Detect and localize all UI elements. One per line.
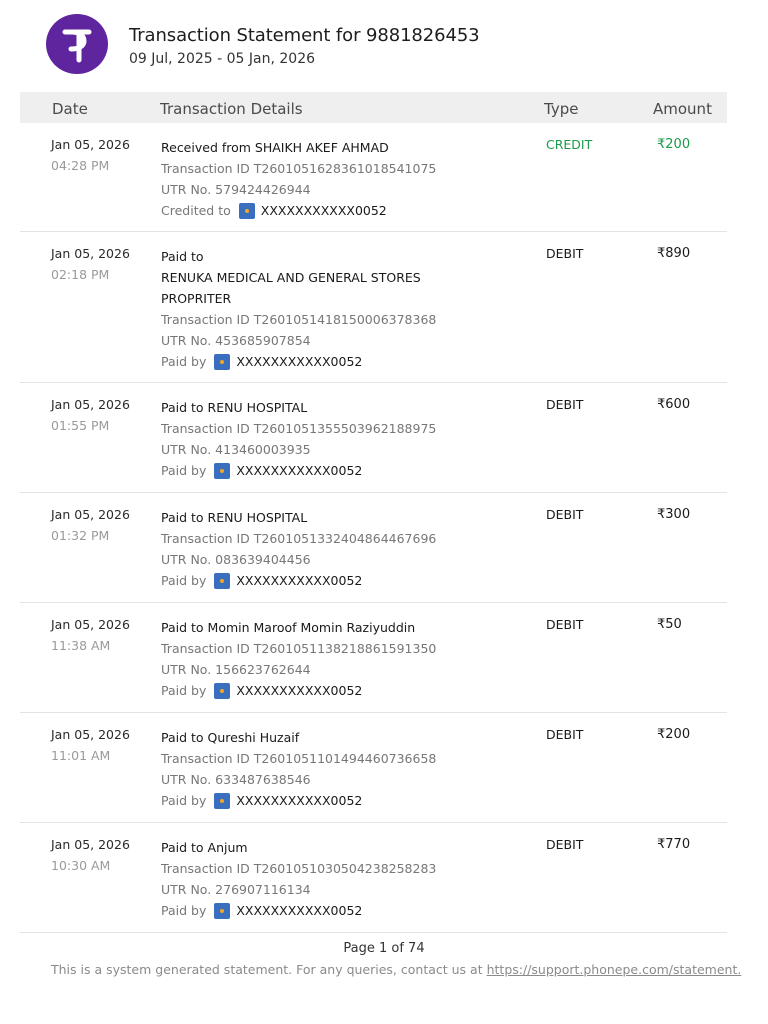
- column-header-details: Transaction Details: [160, 100, 303, 118]
- txn-account-number: XXXXXXXXXXX0052: [236, 573, 363, 588]
- txn-account-label: Paid by: [161, 903, 207, 918]
- txn-utr: UTR No. 633487638546: [161, 772, 311, 787]
- txn-amount: ₹300: [657, 507, 691, 522]
- txn-title-line2: RENUKA MEDICAL AND GENERAL STORES: [161, 270, 421, 285]
- txn-time: 11:38 AM: [51, 638, 111, 653]
- txn-amount: ₹600: [657, 397, 691, 412]
- txn-account-number: XXXXXXXXXXX0052: [236, 683, 363, 698]
- txn-account-number: XXXXXXXXXXX0052: [236, 793, 363, 808]
- txn-time: 10:30 AM: [51, 858, 111, 873]
- txn-account: [161, 900, 521, 921]
- footer-text: This is a system generated statement. For any queries, contact us at: [51, 962, 483, 977]
- txn-date: Jan 05, 2026: [51, 507, 130, 522]
- txn-type: DEBIT: [546, 617, 584, 632]
- txn-type: CREDIT: [546, 137, 593, 152]
- txn-amount: ₹770: [657, 837, 691, 852]
- txn-account-label: Paid by: [161, 354, 207, 369]
- support-link[interactable]: https://support.phonepe.com/statement.: [486, 962, 742, 977]
- txn-account-label: Paid by: [161, 573, 207, 588]
- txn-account-label: Paid by: [161, 683, 207, 698]
- txn-type: DEBIT: [546, 246, 584, 261]
- bank-icon: [214, 793, 230, 809]
- transaction-list: [20, 123, 727, 933]
- txn-details: [161, 246, 521, 372]
- txn-id: Transaction ID T2601051030504238258283: [161, 861, 437, 876]
- table-header: [20, 92, 727, 123]
- txn-time: 04:28 PM: [51, 158, 110, 173]
- bank-icon: [214, 354, 230, 370]
- statement-header: [46, 14, 746, 74]
- statement-title: Transaction Statement for 9881826453: [129, 25, 480, 46]
- txn-amount: ₹50: [657, 617, 682, 632]
- txn-title: Paid to RENU HOSPITAL: [161, 510, 308, 525]
- txn-details: [161, 617, 521, 701]
- txn-date: Jan 05, 2026: [51, 617, 130, 632]
- table-row[interactable]: [20, 383, 727, 493]
- txn-details: [161, 727, 521, 811]
- txn-account-label: Credited to: [161, 203, 231, 218]
- txn-time: 01:32 PM: [51, 528, 110, 543]
- txn-account-label: Paid by: [161, 463, 207, 478]
- txn-date: Jan 05, 2026: [51, 246, 130, 261]
- txn-account-number: XXXXXXXXXXX0052: [236, 903, 363, 918]
- txn-account: [161, 351, 521, 372]
- table-row[interactable]: [20, 232, 727, 383]
- txn-account-number: XXXXXXXXXXX0052: [236, 354, 363, 369]
- txn-date: Jan 05, 2026: [51, 137, 130, 152]
- txn-id: Transaction ID T2601051332404864467696: [161, 531, 437, 546]
- txn-id: Transaction ID T2601051138218861591350: [161, 641, 437, 656]
- bank-icon: [214, 573, 230, 589]
- bank-icon: [214, 463, 230, 479]
- bank-icon: [214, 903, 230, 919]
- txn-id: Transaction ID T2601051355503962188975: [161, 421, 437, 436]
- txn-type: DEBIT: [546, 397, 584, 412]
- txn-time: 01:55 PM: [51, 418, 110, 433]
- txn-utr: UTR No. 083639404456: [161, 552, 311, 567]
- txn-utr: UTR No. 413460003935: [161, 442, 311, 457]
- phonepe-logo-icon: [46, 14, 108, 74]
- table-row[interactable]: [20, 823, 727, 933]
- txn-date: Jan 05, 2026: [51, 837, 130, 852]
- txn-utr: UTR No. 276907116134: [161, 882, 311, 897]
- txn-utr: UTR No. 156623762644: [161, 662, 311, 677]
- txn-type: DEBIT: [546, 507, 584, 522]
- statement-period: 09 Jul, 2025 - 05 Jan, 2026: [129, 51, 316, 67]
- txn-account: [161, 680, 521, 701]
- txn-title: Paid to RENU HOSPITAL: [161, 400, 308, 415]
- txn-title: Received from SHAIKH AKEF AHMAD: [161, 140, 389, 155]
- txn-amount: ₹200: [657, 727, 691, 742]
- txn-amount: ₹890: [657, 246, 691, 261]
- txn-title: Paid to: [161, 249, 204, 264]
- column-header-type: Type: [544, 100, 579, 118]
- txn-type: DEBIT: [546, 837, 584, 852]
- txn-time: 02:18 PM: [51, 267, 110, 282]
- txn-title: Paid to Momin Maroof Momin Raziyuddin: [161, 620, 416, 635]
- txn-time: 11:01 AM: [51, 748, 111, 763]
- txn-account: [161, 460, 521, 481]
- txn-details: [161, 137, 521, 221]
- table-row[interactable]: [20, 493, 727, 603]
- txn-details: [161, 837, 521, 921]
- txn-title: Paid to Qureshi Huzaif: [161, 730, 300, 745]
- txn-utr: UTR No. 579424426944: [161, 182, 311, 197]
- txn-id: Transaction ID T2601051101494460736658: [161, 751, 437, 766]
- txn-type: DEBIT: [546, 727, 584, 742]
- txn-title-line3: PROPRITER: [161, 291, 232, 306]
- page-number: Page 1 of 74: [343, 941, 425, 956]
- column-header-date: Date: [52, 100, 88, 118]
- txn-details: [161, 507, 521, 591]
- table-row[interactable]: [20, 603, 727, 713]
- txn-account: [161, 570, 521, 591]
- bank-icon: [214, 683, 230, 699]
- txn-id: Transaction ID T2601051628361018541075: [161, 161, 437, 176]
- txn-account-number: XXXXXXXXXXX0052: [236, 463, 363, 478]
- txn-account-label: Paid by: [161, 793, 207, 808]
- txn-id: Transaction ID T2601051418150006378368: [161, 312, 437, 327]
- txn-date: Jan 05, 2026: [51, 397, 130, 412]
- txn-title: Paid to Anjum: [161, 840, 248, 855]
- txn-account: [161, 790, 521, 811]
- txn-utr: UTR No. 453685907854: [161, 333, 311, 348]
- footer-note: [51, 962, 741, 977]
- column-header-amount: Amount: [653, 100, 712, 118]
- txn-amount: ₹200: [657, 137, 691, 152]
- txn-account-number: XXXXXXXXXXX0052: [260, 203, 387, 218]
- txn-details: [161, 397, 521, 481]
- table-row[interactable]: [20, 713, 727, 823]
- bank-icon: [239, 203, 255, 219]
- txn-date: Jan 05, 2026: [51, 727, 130, 742]
- table-row[interactable]: [20, 123, 727, 232]
- txn-account: [161, 200, 521, 221]
